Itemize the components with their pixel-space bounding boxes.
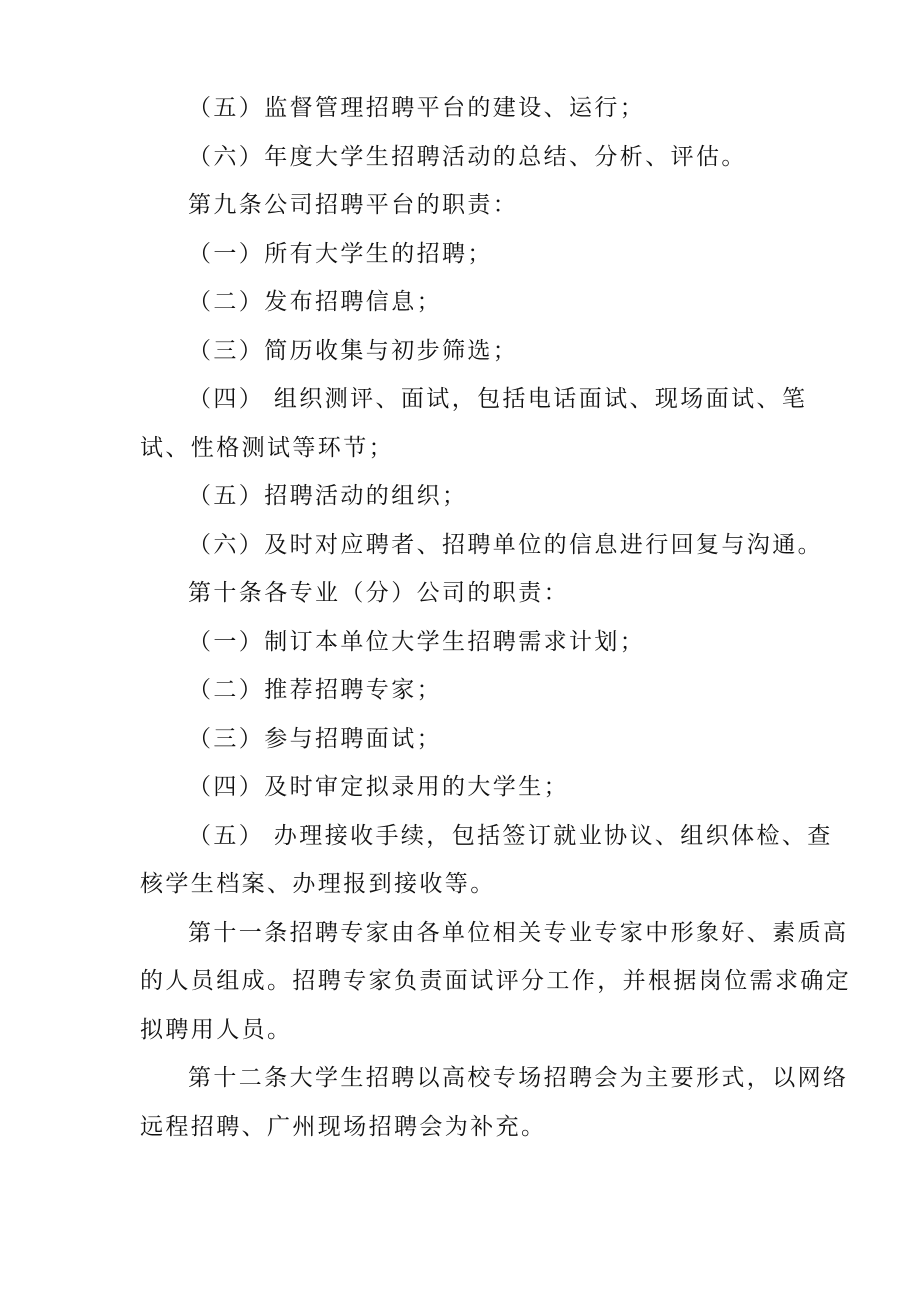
clause-9-item-2: （二）发布招聘信息；	[188, 289, 442, 315]
clause-10-item-4: （四）及时审定拟录用的大学生；	[188, 774, 569, 800]
clause-11-text: 第十一条招聘专家由各单位相关专业专家中形象好、素质高	[188, 920, 849, 946]
clause-10-heading: 第十条各专业（分）公司的职责：	[188, 580, 569, 606]
clause-10-item-1: （一）制订本单位大学生招聘需求计划；	[188, 629, 646, 655]
clause-9-item-4-cont: 试、性格测试等环节；	[140, 435, 394, 461]
clause-9-item-1: （一）所有大学生的招聘；	[188, 241, 493, 267]
clause-9-item-4: （四） 组织测评、面试，包括电话面试、现场面试、笔	[188, 386, 808, 412]
clause-10-item-5: （五） 办理接收手续，包括签订就业协议、组织体检、查	[188, 823, 833, 849]
clause-10-item-5-cont: 核学生档案、办理报到接收等。	[140, 871, 496, 897]
clause-8-item-5: （五）监督管理招聘平台的建设、运行；	[188, 95, 646, 121]
clause-9-item-6: （六）及时对应聘者、招聘单位的信息进行回复与沟通。	[188, 532, 823, 558]
clause-10-item-2: （二）推荐招聘专家；	[188, 677, 442, 703]
clause-12-text: 第十二条大学生招聘以高校专场招聘会为主要形式，以网络	[188, 1065, 849, 1091]
clause-9-heading: 第九条公司招聘平台的职责：	[188, 192, 519, 218]
clause-10-item-3: （三）参与招聘面试；	[188, 726, 442, 752]
clause-8-item-6: （六）年度大学生招聘活动的总结、分析、评估。	[188, 144, 747, 170]
clause-9-item-3: （三）简历收集与初步筛选；	[188, 338, 519, 364]
clause-9-item-5: （五）招聘活动的组织；	[188, 483, 468, 509]
clause-11-text-cont-1: 的人员组成。招聘专家负责面试评分工作，并根据岗位需求确定	[140, 968, 852, 994]
clause-11-text-cont-2: 拟聘用人员。	[140, 1017, 293, 1043]
clause-12-text-cont: 远程招聘、广州现场招聘会为补充。	[140, 1114, 547, 1140]
